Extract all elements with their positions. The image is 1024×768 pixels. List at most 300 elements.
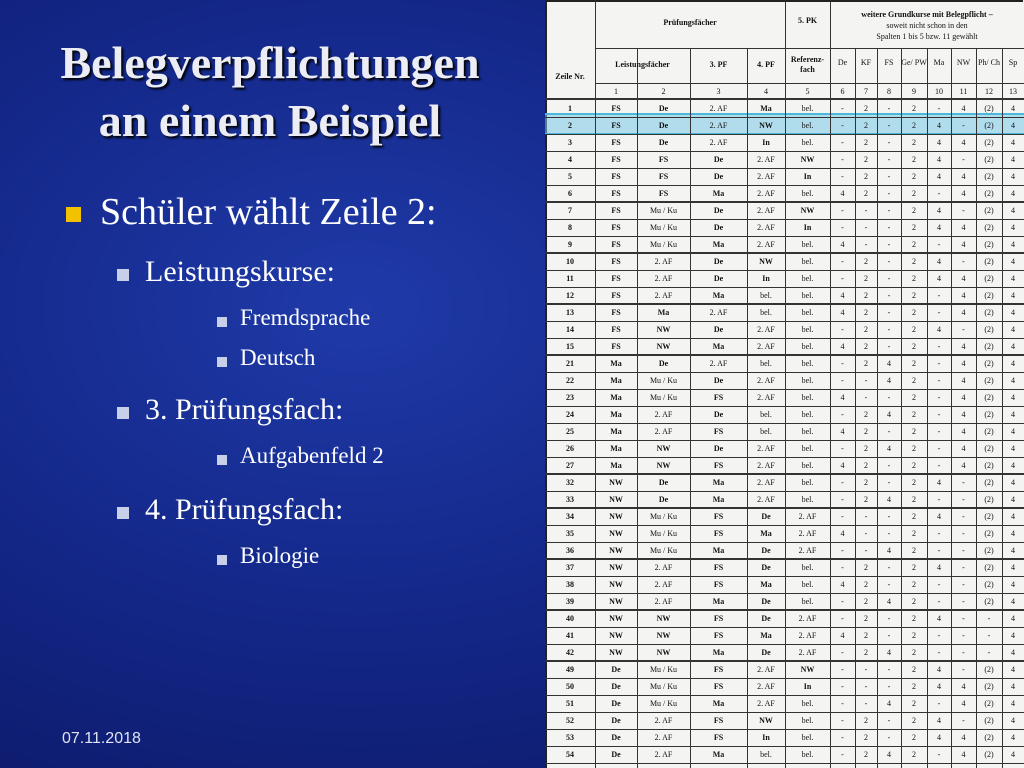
- table-cell: (2): [984, 274, 994, 283]
- table-cell: -: [887, 716, 891, 725]
- table-cell: bel.: [801, 342, 814, 351]
- table-cell: -: [841, 614, 844, 623]
- table-cell: 4: [1011, 614, 1015, 623]
- table-cell: -: [887, 138, 891, 147]
- table-cell: 2. AF: [709, 308, 728, 317]
- table-cell: 2. AF: [757, 495, 775, 504]
- table-cell: (2): [984, 291, 994, 300]
- table-row: [545, 542, 1024, 559]
- row-number: 34: [566, 512, 574, 521]
- table-cell: 4: [961, 308, 966, 317]
- table-row: [545, 287, 1024, 304]
- table-cell: (2): [984, 342, 994, 351]
- table-cell: (2): [984, 699, 994, 708]
- table-cell: De: [658, 121, 669, 130]
- table-cell: -: [864, 240, 868, 249]
- table-cell: FS: [611, 342, 621, 351]
- table-cell: 2: [912, 580, 916, 589]
- table-cell: 2. AF: [709, 121, 728, 130]
- table-cell: 4: [961, 291, 966, 300]
- table-cell: 4: [1011, 257, 1015, 266]
- table-cell: 4: [1011, 546, 1015, 555]
- table-cell: 2. AF: [757, 240, 775, 249]
- table-cell: bel.: [801, 274, 814, 283]
- table-row: [545, 321, 1024, 338]
- table-row: [545, 627, 1024, 644]
- table-cell: 2. AF: [757, 699, 775, 708]
- table-cell: NW: [759, 257, 773, 266]
- table-cell: 4: [840, 291, 845, 300]
- header-col-number: 1: [614, 87, 618, 96]
- bullet-marker-icon: [217, 455, 227, 465]
- table-cell: FS: [611, 189, 621, 198]
- header-col-number: 5: [805, 87, 810, 96]
- table-cell: -: [937, 444, 941, 453]
- table-cell: -: [937, 240, 941, 249]
- bullet-level-1: Schüler wählt Zeile 2:: [100, 191, 437, 233]
- table-cell: 2: [912, 427, 916, 436]
- table-row: [545, 270, 1024, 287]
- table-cell: NW: [656, 648, 671, 657]
- table-cell: -: [887, 682, 891, 691]
- table-cell: FS: [713, 580, 724, 589]
- table-cell: 2. AF: [654, 291, 673, 300]
- table-cell: 2: [864, 104, 868, 113]
- table-cell: -: [887, 189, 891, 198]
- table-cell: 2: [864, 614, 868, 623]
- table-cell: -: [962, 580, 965, 589]
- table-cell: 4: [840, 631, 845, 640]
- table-cell: -: [962, 257, 965, 266]
- table-cell: (2): [984, 478, 994, 487]
- table-cell: 4: [840, 189, 845, 198]
- table-cell: NW: [800, 665, 815, 674]
- table-cell: 4: [1011, 699, 1015, 708]
- table-cell: NW: [609, 648, 623, 657]
- table-cell: 4: [937, 223, 941, 232]
- header-zeile-nr: Zeile Nr.: [555, 72, 585, 81]
- slide-title: [10, 34, 530, 150]
- row-number: 36: [566, 546, 574, 555]
- table-cell: De: [713, 444, 724, 453]
- table-cell: FS: [611, 223, 621, 232]
- table-cell: 4: [961, 223, 966, 232]
- table-cell: bel.: [801, 376, 814, 385]
- row-number: 52: [566, 716, 574, 725]
- table-cell: 4: [887, 750, 891, 759]
- table-cell: 4: [961, 410, 966, 419]
- row-number: 6: [568, 189, 572, 198]
- table-cell: -: [864, 512, 868, 521]
- table-cell: -: [937, 427, 941, 436]
- bullet-marker-icon: [217, 357, 227, 367]
- table-cell: 2: [912, 750, 916, 759]
- table-cell: De: [611, 699, 621, 708]
- table-cell: Ma: [712, 648, 725, 657]
- table-cell: (2): [984, 376, 994, 385]
- table-cell: 2. AF: [798, 529, 817, 538]
- table-cell: 4: [1011, 172, 1015, 181]
- table-cell: De: [658, 359, 669, 368]
- table-cell: 4: [1011, 155, 1015, 164]
- table-cell: FS: [713, 393, 724, 402]
- table-row: [545, 440, 1024, 457]
- row-number: 54: [566, 750, 574, 759]
- table-cell: FS: [611, 308, 621, 317]
- table-cell: 2. AF: [757, 172, 775, 181]
- header-weitere-grundkurse-2: soweit nicht schon in den: [886, 21, 968, 30]
- table-cell: 2. AF: [709, 359, 728, 368]
- table-cell: 4: [961, 750, 966, 759]
- table-cell: -: [887, 257, 891, 266]
- table-cell: 2: [864, 138, 868, 147]
- table-cell: 4: [840, 461, 845, 470]
- table-cell: 2: [912, 325, 916, 334]
- table-cell: bel.: [801, 189, 814, 198]
- table-cell: (2): [984, 240, 994, 249]
- table-cell: 2: [864, 189, 868, 198]
- table-cell: De: [658, 104, 669, 113]
- table-cell: FS: [713, 682, 724, 691]
- table-cell: 4: [1011, 308, 1015, 317]
- bullet-level-3: Aufgabenfeld 2: [240, 443, 384, 468]
- table-cell: 2: [864, 478, 868, 487]
- table-cell: 2. AF: [654, 733, 673, 742]
- table-cell: 2: [864, 257, 868, 266]
- table-cell: 4: [1011, 138, 1015, 147]
- table-cell: -: [841, 546, 844, 555]
- table-row: [545, 661, 1024, 678]
- table-cell: 2: [912, 682, 916, 691]
- table-cell: FS: [611, 325, 621, 334]
- table-cell: (2): [984, 410, 994, 419]
- table-cell: 2. AF: [654, 750, 673, 759]
- table-row: [545, 525, 1024, 542]
- table-cell: Ma: [712, 495, 725, 504]
- table-cell: -: [887, 733, 891, 742]
- table-cell: 2: [912, 444, 916, 453]
- table-cell: -: [841, 665, 844, 674]
- table-cell: 2. AF: [757, 478, 775, 487]
- table-cell: Ma: [712, 189, 725, 198]
- table-cell: In: [803, 223, 812, 232]
- table-cell: NW: [609, 614, 623, 623]
- row-number: 27: [566, 461, 574, 470]
- table-row: [545, 117, 1024, 134]
- table-cell: bel.: [760, 308, 772, 317]
- table-cell: 4: [887, 359, 891, 368]
- table-cell: bel.: [801, 580, 814, 589]
- table-cell: FS: [658, 155, 669, 164]
- table-cell: (2): [984, 121, 994, 130]
- table-cell: 2: [912, 665, 916, 674]
- table-row-line: [595, 83, 1024, 84]
- table-cell: De: [761, 512, 771, 521]
- header-col-number: 13: [1009, 87, 1017, 96]
- table-cell: -: [962, 631, 965, 640]
- table-cell: -: [987, 614, 991, 623]
- table-cell: (2): [984, 172, 994, 181]
- table-cell: 2: [864, 716, 868, 725]
- row-number: 39: [566, 597, 574, 606]
- table-cell: -: [887, 614, 891, 623]
- header-col-number: 4: [764, 87, 768, 96]
- table-cell: -: [864, 206, 868, 215]
- table-cell: bel.: [801, 104, 814, 113]
- table-cell: -: [987, 648, 991, 657]
- table-cell: -: [962, 716, 965, 725]
- table-cell: 2. AF: [757, 461, 775, 470]
- table-cell: 2: [864, 342, 868, 351]
- table-cell: 2. AF: [654, 563, 673, 572]
- table-cell: 4: [961, 461, 966, 470]
- table-cell: 4: [937, 665, 941, 674]
- table-cell: 4: [887, 699, 891, 708]
- table-cell: 4: [937, 138, 941, 147]
- table-row: [545, 423, 1024, 440]
- table-cell: 4: [937, 274, 941, 283]
- table-cell: -: [841, 563, 844, 572]
- table-cell: -: [841, 104, 844, 113]
- header-5pk: 5. PK: [797, 16, 818, 25]
- table-cell: (2): [984, 461, 994, 470]
- row-number: 53: [566, 733, 574, 742]
- table-cell: 4: [937, 512, 941, 521]
- table-cell: -: [962, 495, 965, 504]
- table-cell: 2. AF: [654, 427, 673, 436]
- table-cell: -: [864, 393, 868, 402]
- row-number: 3: [568, 138, 572, 147]
- header-4pf: 4. PF: [757, 60, 775, 69]
- table-cell: Ma: [610, 359, 622, 368]
- table-cell: 4: [937, 257, 941, 266]
- header-col-number: 11: [959, 87, 968, 96]
- row-number: 37: [566, 563, 574, 572]
- table-cell: De: [611, 682, 621, 691]
- table-cell: 2. AF: [654, 257, 673, 266]
- table-cell: Ma: [712, 750, 725, 759]
- table-cell: Ma: [610, 461, 622, 470]
- row-number: 25: [566, 427, 574, 436]
- table-cell: bel.: [801, 138, 814, 147]
- table-cell: -: [841, 223, 844, 232]
- table-cell: 4: [887, 546, 891, 555]
- table-cell: NW: [759, 121, 773, 130]
- table-cell: In: [803, 172, 812, 181]
- bullet-level-2: 4. Prüfungsfach:: [145, 493, 344, 526]
- table-cell: 2. AF: [798, 512, 817, 521]
- table-row: [545, 389, 1024, 406]
- table-cell: 2: [912, 631, 916, 640]
- table-cell: 2. AF: [757, 325, 775, 334]
- table-cell: bel.: [801, 716, 814, 725]
- table-cell: -: [962, 614, 965, 623]
- table-cell: bel.: [801, 733, 814, 742]
- bullet-marker-icon: [217, 317, 227, 327]
- table-cell: 2: [912, 155, 916, 164]
- table-cell: 2: [864, 580, 868, 589]
- table-cell: -: [937, 291, 941, 300]
- table-cell: De: [611, 665, 621, 674]
- table-cell: 2. AF: [757, 376, 775, 385]
- table-cell: Ma: [712, 546, 725, 555]
- table-cell: 4: [1011, 580, 1015, 589]
- table-cell: De: [658, 478, 669, 487]
- header-col-number: 7: [864, 87, 868, 96]
- table-cell: 2: [912, 461, 916, 470]
- table-cell: -: [841, 512, 844, 521]
- table-cell: -: [864, 376, 868, 385]
- table-cell: bel.: [801, 597, 814, 606]
- table-cell: 2. AF: [757, 342, 775, 351]
- table-cell: FS: [713, 631, 724, 640]
- table-cell: -: [864, 223, 868, 232]
- table-cell: Mu / Ku: [649, 206, 678, 215]
- table-cell: NW: [609, 529, 623, 538]
- bullet-marker-icon: [66, 207, 81, 222]
- table-cell: NW: [609, 546, 623, 555]
- table-cell: 2. AF: [757, 206, 775, 215]
- table-cell: 2: [864, 121, 868, 130]
- bullet-marker-icon: [117, 269, 129, 281]
- table-row: [545, 593, 1024, 610]
- bullet-marker-icon: [117, 407, 129, 419]
- table-cell: 4: [1011, 648, 1015, 657]
- table-cell: bel.: [801, 444, 814, 453]
- table-cell: 4: [1011, 325, 1015, 334]
- table-cell: 4: [1011, 189, 1015, 198]
- row-number: 33: [566, 495, 574, 504]
- table-cell: -: [937, 597, 941, 606]
- table-cell: -: [887, 291, 891, 300]
- table-cell: (2): [984, 716, 994, 725]
- table-cell: 4: [937, 682, 941, 691]
- row-number: 38: [566, 580, 574, 589]
- table-cell: 4: [840, 308, 845, 317]
- header-weitere-grundkurse: weitere Grundkurse mit Belegpflicht –: [861, 10, 993, 19]
- table-cell: 2: [912, 206, 916, 215]
- table-cell: -: [887, 223, 891, 232]
- table-cell: bel.: [801, 410, 814, 419]
- table-cell: 4: [1011, 274, 1015, 283]
- table-cell: 4: [1011, 359, 1015, 368]
- header-subject: NW: [956, 58, 971, 67]
- table-row: [545, 253, 1024, 270]
- table-cell: -: [841, 495, 844, 504]
- table-cell: 2: [912, 699, 916, 708]
- table-cell: 2: [864, 563, 868, 572]
- row-number: 50: [566, 682, 574, 691]
- table-cell: 4: [1011, 512, 1015, 521]
- table-cell: (2): [984, 223, 994, 232]
- table-cell: 2. AF: [757, 393, 775, 402]
- table-cell: NW: [609, 512, 623, 521]
- table-cell: 2: [912, 563, 916, 572]
- table-cell: Mu / Ku: [649, 223, 678, 232]
- row-number: 2: [568, 121, 572, 130]
- table-cell: 4: [961, 274, 966, 283]
- header-subject: Sp: [1008, 58, 1018, 67]
- bullet-level-3: Biologie: [240, 543, 320, 568]
- table-cell: 4: [961, 699, 966, 708]
- table-cell: NW: [609, 563, 623, 572]
- table-cell: (2): [984, 138, 994, 147]
- table-cell: (2): [984, 155, 994, 164]
- table-cell: bel.: [801, 257, 814, 266]
- table-row: [545, 610, 1024, 627]
- table-cell: NW: [656, 461, 671, 470]
- table-cell: (2): [984, 580, 994, 589]
- table-cell: -: [937, 308, 941, 317]
- table-cell: 4: [961, 104, 966, 113]
- table-cell: 4: [1011, 223, 1015, 232]
- table-cell: 4: [937, 563, 941, 572]
- table-cell: 2: [912, 478, 916, 487]
- title-line-2: an einem Beispiel: [98, 95, 442, 146]
- table-cell: -: [962, 206, 965, 215]
- table-cell: -: [841, 682, 844, 691]
- table-row: [545, 695, 1024, 712]
- table-cell: 4: [1011, 393, 1015, 402]
- table-cell: Ma: [610, 410, 622, 419]
- table-cell: 2: [912, 410, 916, 419]
- table-row: [545, 219, 1024, 236]
- table-cell: -: [864, 529, 868, 538]
- table-row: [545, 644, 1024, 661]
- table-cell: -: [937, 580, 941, 589]
- table-cell: FS: [658, 172, 669, 181]
- table-cell: 2. AF: [709, 104, 728, 113]
- table-cell: In: [762, 138, 770, 147]
- table-cell: 4: [1011, 478, 1015, 487]
- table-cell: FS: [658, 189, 669, 198]
- table-cell: 2: [864, 750, 868, 759]
- table-cell: De: [761, 648, 771, 657]
- table-cell: 2. AF: [757, 155, 775, 164]
- bullet-level-2: 3. Prüfungsfach:: [145, 393, 344, 426]
- row-number: 22: [566, 376, 574, 385]
- header-col-number: 9: [912, 87, 916, 96]
- table-cell: NW: [609, 580, 623, 589]
- table-cell: 2: [864, 461, 868, 470]
- bullet-level-3: Deutsch: [240, 345, 316, 370]
- table-cell: 2: [912, 648, 916, 657]
- table-cell: -: [937, 410, 941, 419]
- table-cell: De: [713, 206, 724, 215]
- table-cell: -: [962, 478, 965, 487]
- table-row: [545, 712, 1024, 729]
- header-subject: Ma: [933, 58, 945, 67]
- table-cell: 2. AF: [757, 682, 775, 691]
- table-row: [545, 134, 1024, 151]
- table-cell: Mu / Ku: [649, 240, 678, 249]
- table-cell: (2): [984, 750, 994, 759]
- table-cell: bel.: [801, 750, 814, 759]
- header-col-number: 12: [985, 87, 993, 96]
- table-row: [545, 304, 1024, 321]
- table-cell: FS: [713, 665, 724, 674]
- table-cell: Ma: [712, 597, 725, 606]
- table-cell: -: [987, 631, 991, 640]
- table-cell: 4: [1011, 682, 1015, 691]
- row-number: 7: [568, 206, 572, 215]
- header-subject: Ge/ PW: [901, 58, 927, 67]
- table-cell: 2. AF: [654, 274, 673, 283]
- table-cell: -: [841, 257, 844, 266]
- row-number: 4: [568, 155, 572, 164]
- table-cell: NW: [609, 597, 623, 606]
- table-cell: 4: [1011, 206, 1015, 215]
